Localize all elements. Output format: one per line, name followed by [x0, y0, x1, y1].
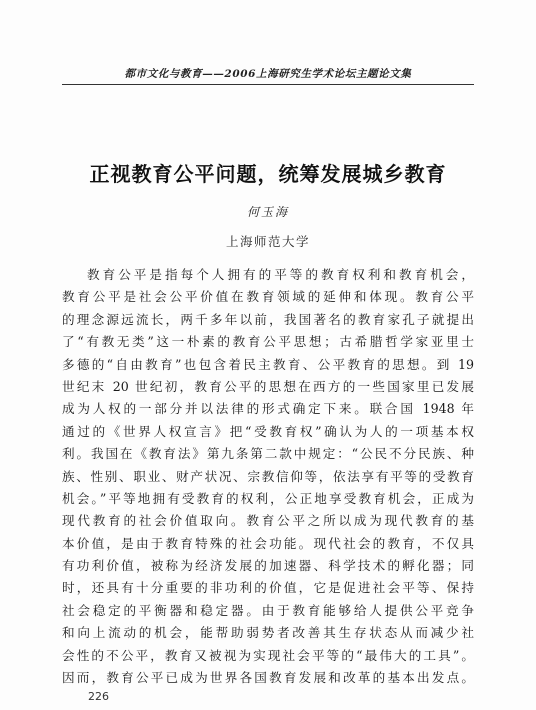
body-line: 有功利价值，被称为经济发展的加速器、科学技术的孵化器；同 [62, 558, 474, 574]
body-line: 的理念源远流长，两千多年以前，我国著名的教育家孔子就提出 [62, 311, 474, 327]
article-title: 正视教育公平问题，统筹发展城乡教育 [89, 162, 447, 186]
author-affiliation: 上海师范大学 [225, 234, 310, 249]
body-line: 了“有教无类”这一朴素的教育公平思想；古希腊哲学家亚里士 [62, 334, 474, 350]
body-line: 多德的“自由教育”也包含着民主教育、公平教育的思想。到 19 [62, 356, 474, 372]
page-number: 226 [88, 690, 109, 703]
body-line: 教育公平是社会公平价值在教育领域的延伸和体现。教育公平 [62, 289, 474, 305]
body-line: 利。我国在《教育法》第九条第二款中规定：“公民不分民族、种 [62, 446, 474, 462]
body-line: 成为人权的一部分并以法律的形式确定下来。联合国 1948 年 [62, 401, 474, 417]
body-text [62, 264, 474, 689]
body-line: 时，还具有十分重要的非功利的价值，它是促进社会平等、保持 [62, 580, 474, 596]
running-header: 都市文化与教育——2006上海研究生学术论坛主题论文集 [124, 68, 412, 80]
body-line: 现代教育的社会价值取向。教育公平之所以成为现代教育的基 [62, 513, 474, 529]
author-name: 何玉海 [246, 205, 289, 219]
body-line: 社会稳定的平衡器和稳定器。由于教育能够给人提供公平竞争 [62, 602, 474, 618]
body-line: 教育公平是指每个人拥有的平等的教育权利和教育机会， [87, 267, 474, 282]
body-line: 会性的不公平，教育又被视为实现社会平等的“最伟大的工具”。 [62, 647, 474, 663]
body-line: 本价值，是由于教育特殊的社会功能。现代社会的教育，不仅具 [62, 535, 474, 551]
body-line: 族、性别、职业、财产状况、宗教信仰等，依法享有平等的受教育 [62, 468, 474, 484]
header-rule [62, 84, 474, 85]
body-line: 因而，教育公平已成为世界各国教育发展和改革的基本出发点。 [62, 670, 474, 686]
body-line: 和向上流动的机会，能帮助弱势者改善其生存状态从而减少社 [62, 625, 474, 641]
body-line: 世纪末 20 世纪初，教育公平的思想在西方的一些国家里已发展 [62, 378, 474, 394]
body-line: 机会。”平等地拥有受教育的权利，公正地享受教育机会，正成为 [62, 490, 474, 506]
body-line: 通过的《世界人权宣言》把“受教育权”确认为人的一项基本权 [62, 423, 474, 439]
